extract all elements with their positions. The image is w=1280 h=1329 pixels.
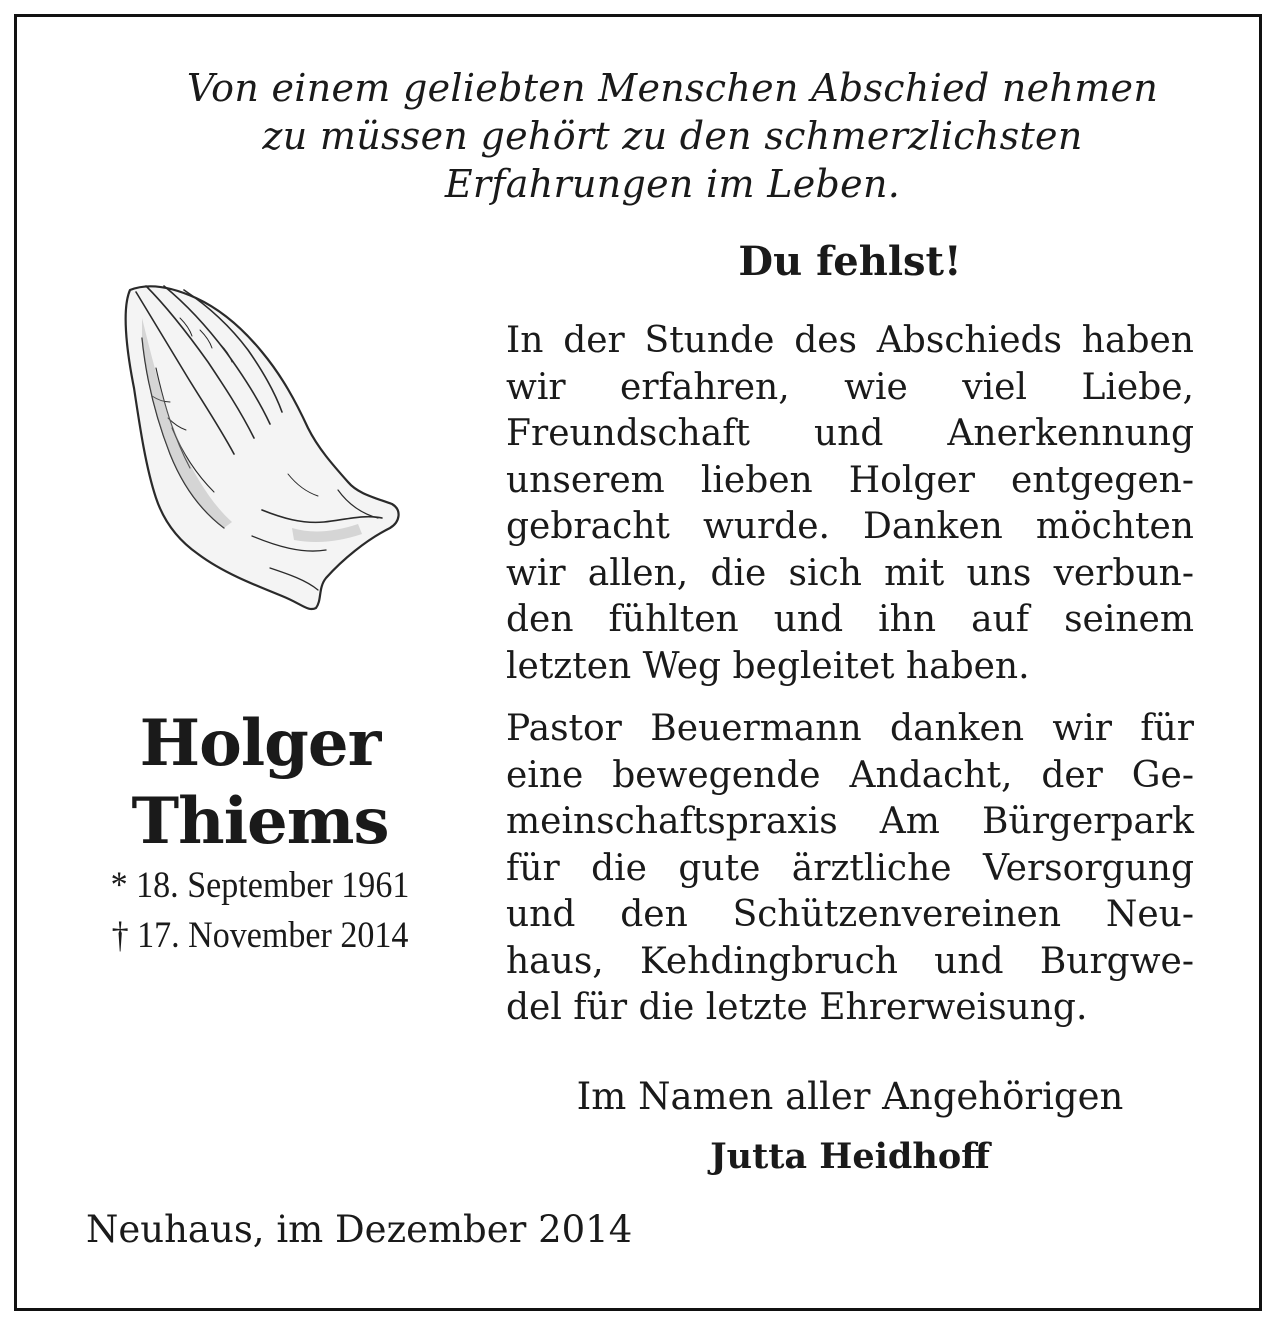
text-line: meinschaftspraxis Am Bürgerpark: [506, 801, 1194, 842]
text-line: gebracht wurde. Danken möchten: [506, 506, 1194, 547]
text-line: Freundschaft und Anerkennung: [506, 413, 1194, 454]
text-line: del für die letzte Ehrerweisung.: [506, 987, 1088, 1028]
text-line: unserem lieben Holger entgegen-: [506, 459, 1194, 501]
text-line: und den Schützenvereinen Neu-: [506, 894, 1194, 935]
motto-line: zu müssen gehört zu den schmerzlichsten: [262, 114, 1083, 158]
closing-line: Im Namen aller Angehörigen: [576, 1075, 1124, 1118]
text-line: wir erfahren, wie viel Liebe,: [506, 366, 1194, 408]
praying-hands-icon: [112, 278, 412, 618]
motto-line: Erfahrungen im Leben.: [444, 162, 901, 206]
text-line: den fühlten und ihn auf seinem: [506, 599, 1194, 640]
deceased-last-name: Thiems: [131, 784, 389, 859]
headline: Du fehlst!: [738, 238, 962, 285]
text-line: wir allen, die sich mit uns verbun-: [506, 552, 1194, 594]
text-line: für die gute ärztliche Versorgung: [506, 847, 1194, 889]
motto-quote: [140, 64, 1205, 208]
text-line: eine bewegende Andacht, der Ge-: [506, 754, 1194, 796]
birth-date: * 18. September 1961: [110, 865, 410, 906]
text-line: Pastor Beuermann danken wir für: [506, 708, 1194, 749]
thanks-paragraph-1: [506, 318, 1194, 690]
motto-line: Von einem geliebten Menschen Abschied nehmen: [186, 66, 1159, 110]
deceased-first-name: Holger: [139, 706, 381, 781]
death-date: † 17. November 2014: [111, 915, 409, 956]
thanks-paragraph-2: [506, 706, 1194, 1032]
signer-name: Jutta Heidhoff: [710, 1136, 990, 1177]
place-and-date: Neuhaus, im Dezember 2014: [86, 1208, 633, 1251]
text-line: In der Stunde des Abschieds haben: [506, 320, 1194, 361]
text-line: haus, Kehdingbruch und Burgwe-: [506, 940, 1194, 982]
text-line: letzten Weg begleitet haben.: [506, 645, 1030, 687]
